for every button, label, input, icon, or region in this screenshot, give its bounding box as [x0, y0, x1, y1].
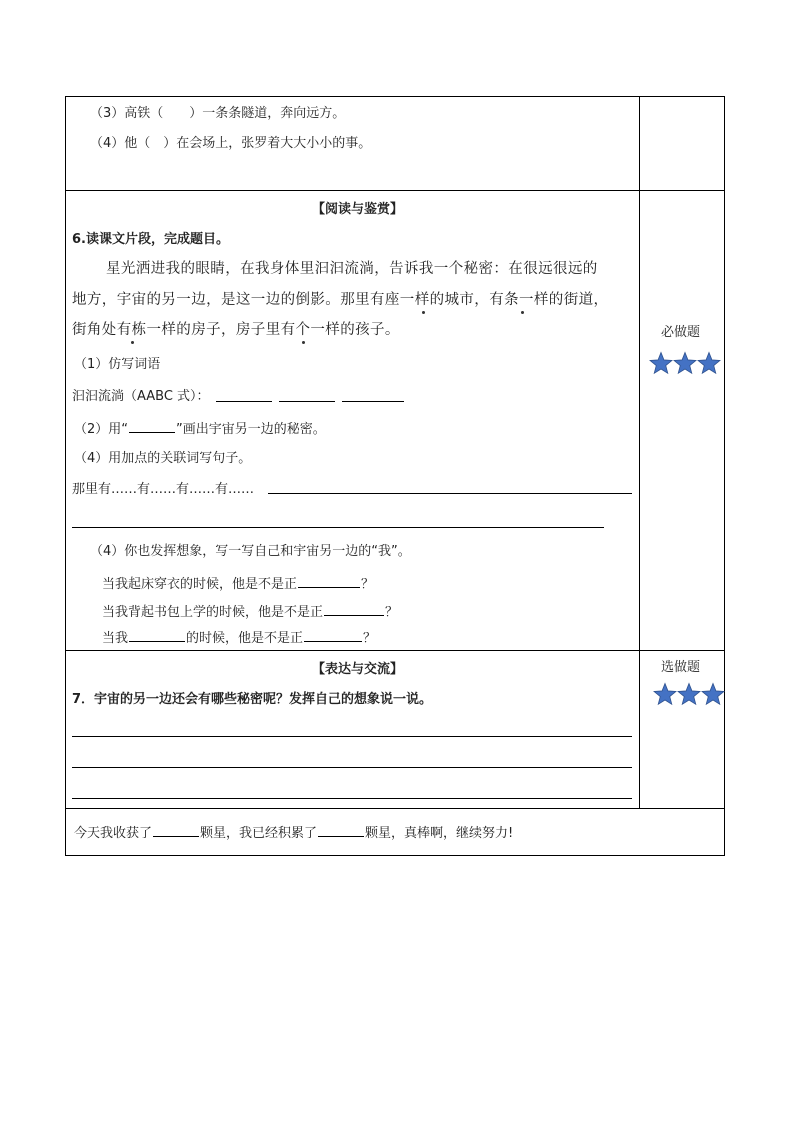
star-icon — [678, 684, 700, 705]
star-icon — [650, 353, 672, 374]
express-header: 【表达与交流】 — [312, 662, 404, 677]
answer-blank[interactable] — [153, 824, 199, 837]
line-3-prefix: 当我 — [102, 631, 129, 646]
sub-question-1: （1）仿写词语 — [74, 357, 161, 372]
sub-question-4-line-2 — [102, 603, 398, 621]
sub-question-3: （4）用加点的关联词写句子。 — [74, 451, 252, 466]
answer-blank[interactable] — [129, 629, 185, 642]
question-7-title: 7．宇宙的另一边还会有哪些秘密呢？发挥自己的想象说一说。 — [72, 692, 433, 707]
answer-blank[interactable] — [318, 824, 364, 837]
vocab-item-4: （4）他（ ）在会场上，张罗着大大小小的事。 — [90, 136, 372, 151]
line-3-middle: 的时候，他是不是正 — [186, 631, 304, 646]
sub-question-2-suffix: ”画出宇宙另一边的秘密。 — [176, 422, 326, 437]
answer-blank[interactable] — [279, 401, 335, 402]
star-icon — [654, 684, 676, 705]
sub-question-4-line-1 — [102, 575, 374, 593]
answer-line[interactable] — [72, 736, 632, 737]
emphasis-dot — [131, 341, 134, 344]
answer-blank[interactable] — [342, 401, 404, 402]
footer-prefix: 今天我收获了 — [74, 826, 153, 841]
star-icon — [674, 353, 696, 374]
footer-suffix: 颗星，真棒啊，继续努力! — [365, 826, 514, 841]
rating-stars — [653, 682, 725, 706]
answer-blank[interactable] — [298, 575, 360, 588]
answer-blank[interactable] — [304, 629, 362, 642]
answer-line[interactable] — [72, 527, 604, 528]
column-divider — [639, 96, 640, 809]
reading-header: 【阅读与鉴赏】 — [312, 202, 404, 217]
line-2-prefix: 当我背起书包上学的时候，他是不是正 — [102, 605, 324, 620]
passage-line-3: 街角处有栋一样的房子，房子里有个一样的孩子。 — [72, 322, 400, 338]
star-icon — [702, 684, 724, 705]
rating-stars — [649, 351, 721, 375]
vocab-item-3: （3）高铁（ ）一条条隧道，奔向远方。 — [90, 106, 346, 121]
footer-middle: 颗星，我已经积累了 — [200, 826, 318, 841]
underline-sample — [129, 420, 175, 433]
row-divider — [65, 808, 725, 809]
star-icon — [698, 353, 720, 374]
question-6-title: 6.读课文片段，完成题目。 — [72, 232, 229, 247]
line-1-prefix: 当我起床穿衣的时候，他是不是正 — [102, 577, 298, 592]
answer-line[interactable] — [72, 767, 632, 768]
sub-question-1-prompt: 汩汩流淌（AABC 式）： — [72, 389, 210, 404]
row-divider — [65, 650, 725, 651]
question-mark: ？ — [385, 605, 399, 620]
level-label-required: 必做题 — [661, 325, 701, 340]
sub-question-4-line-3 — [102, 629, 376, 647]
answer-line[interactable] — [72, 798, 632, 799]
sub-question-3-prompt: 那里有……有……有……有…… — [72, 482, 255, 497]
passage-line-2: 地方，宇宙的另一边，是这一边的倒影。那里有座一样的城市，有条一样的街道， — [72, 292, 609, 308]
emphasis-dot — [302, 341, 305, 344]
sub-question-2 — [74, 420, 326, 438]
question-mark: ？ — [361, 577, 375, 592]
level-label-optional: 选做题 — [661, 660, 701, 675]
question-mark: ？ — [363, 631, 377, 646]
sub-question-2-prefix: （2）用“ — [74, 422, 129, 437]
emphasis-dot — [521, 311, 524, 314]
emphasis-dot — [422, 311, 425, 314]
answer-blank[interactable] — [216, 401, 272, 402]
sub-question-4: （4）你也发挥想象，写一写自己和宇宙另一边的“我”。 — [90, 544, 411, 559]
passage-line-1: 星光洒进我的眼睛，在我身体里汩汩流淌，告诉我一个秘密：在很远很远的 — [106, 261, 598, 277]
answer-line[interactable] — [268, 493, 632, 494]
footer-summary — [74, 824, 513, 842]
answer-blank[interactable] — [324, 603, 384, 616]
row-divider — [65, 190, 725, 191]
